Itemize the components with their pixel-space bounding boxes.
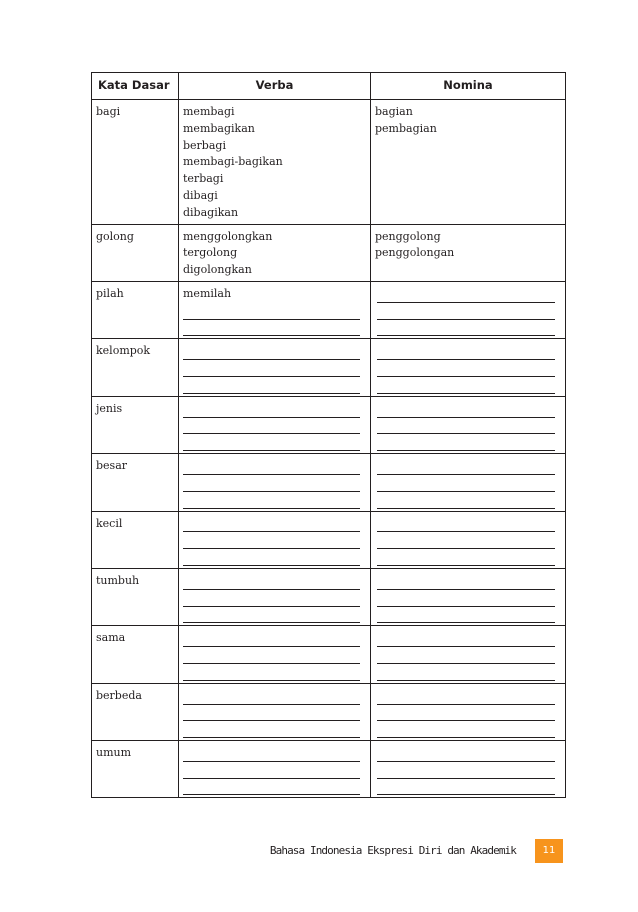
blank-answer-line[interactable] — [377, 401, 555, 418]
nomina-cell — [371, 396, 566, 453]
footer-book-title: Bahasa Indonesia Ekspresi Diri dan Akademik — [269, 844, 516, 857]
nomina-cell — [371, 224, 566, 281]
verba-cell — [179, 224, 371, 281]
base-word-cell: bagi — [92, 100, 179, 225]
base-word-cell: golong — [92, 224, 179, 281]
blank-answer-line[interactable] — [377, 745, 555, 762]
blank-answer-line[interactable] — [377, 320, 555, 337]
verba-word: dibagi — [183, 188, 218, 202]
base-word-cell: sama — [92, 626, 179, 683]
blank-answer-line[interactable] — [183, 549, 360, 566]
blank-answer-line[interactable] — [377, 360, 555, 377]
table-row — [92, 100, 566, 225]
blank-answer-line[interactable] — [377, 516, 555, 533]
table-row — [92, 568, 566, 625]
verba-cell — [179, 281, 371, 338]
blank-answer-line[interactable] — [377, 286, 555, 303]
base-word-cell: berbeda — [92, 683, 179, 740]
blank-answer-line[interactable] — [183, 647, 360, 664]
table-row — [92, 511, 566, 568]
blank-answer-line[interactable] — [183, 360, 360, 377]
blank-answer-line[interactable] — [183, 721, 360, 738]
blank-answer-line[interactable] — [377, 762, 555, 779]
blank-answer-line[interactable] — [183, 475, 360, 492]
table-row — [92, 626, 566, 683]
blank-answer-line[interactable] — [183, 779, 360, 796]
blank-answer-line[interactable] — [183, 688, 360, 705]
base-word-cell: umum — [92, 741, 179, 798]
blank-answer-line[interactable] — [183, 492, 360, 509]
blank-answer-line[interactable] — [183, 320, 360, 337]
blank-answer-line[interactable] — [183, 705, 360, 722]
verba-word: memilah — [183, 286, 232, 300]
blank-answer-line[interactable] — [377, 688, 555, 705]
verba-cell — [179, 339, 371, 396]
blank-answer-line[interactable] — [377, 590, 555, 607]
blank-answer-line[interactable] — [377, 549, 555, 566]
blank-answer-line[interactable] — [377, 377, 555, 394]
verba-word: tergolong — [183, 246, 238, 260]
blank-answer-line[interactable] — [377, 647, 555, 664]
verba-cell — [179, 741, 371, 798]
header-nomina: Nomina — [371, 73, 566, 100]
nomina-cell — [371, 454, 566, 511]
blank-answer-line[interactable] — [377, 458, 555, 475]
blank-answer-line[interactable] — [183, 458, 360, 475]
verba-cell — [179, 626, 371, 683]
blank-answer-line[interactable] — [183, 590, 360, 607]
blank-answer-line[interactable] — [377, 630, 555, 647]
blank-answer-line[interactable] — [377, 779, 555, 796]
nomina-cell — [371, 511, 566, 568]
blank-answer-line[interactable] — [183, 303, 360, 320]
blank-answer-line[interactable] — [183, 401, 360, 418]
base-word-cell: kelompok — [92, 339, 179, 396]
blank-answer-line[interactable] — [183, 664, 360, 681]
blank-answer-line[interactable] — [183, 573, 360, 590]
base-word-cell: tumbuh — [92, 568, 179, 625]
verba-cell — [179, 568, 371, 625]
blank-answer-line[interactable] — [183, 434, 360, 451]
nomina-word: bagian — [375, 105, 413, 118]
nomina-cell — [371, 626, 566, 683]
blank-answer-line[interactable] — [377, 303, 555, 320]
page-number-badge: 11 — [535, 839, 563, 863]
verba-cell — [179, 396, 371, 453]
blank-answer-line[interactable] — [183, 745, 360, 762]
nomina-word: penggolongan — [375, 246, 455, 260]
nomina-word: penggolong — [375, 229, 441, 243]
blank-answer-line[interactable] — [377, 607, 555, 624]
blank-answer-line[interactable] — [183, 532, 360, 549]
base-word-cell: kecil — [92, 511, 179, 568]
blank-answer-line[interactable] — [183, 630, 360, 647]
verba-cell — [179, 511, 371, 568]
verba-word: terbagi — [183, 172, 224, 186]
verba-word: membagi-bagikan — [183, 155, 283, 169]
nomina-cell — [371, 568, 566, 625]
table-row — [92, 281, 566, 338]
verba-cell — [179, 100, 371, 225]
blank-answer-line[interactable] — [377, 492, 555, 509]
table-body — [92, 100, 566, 798]
blank-answer-line[interactable] — [377, 434, 555, 451]
blank-answer-line[interactable] — [377, 573, 555, 590]
blank-answer-line[interactable] — [183, 607, 360, 624]
blank-answer-line[interactable] — [377, 532, 555, 549]
header-kata-dasar: Kata Dasar — [92, 73, 179, 100]
blank-answer-line[interactable] — [183, 418, 360, 435]
verba-cell — [179, 454, 371, 511]
verba-word: membagi — [183, 105, 235, 118]
table-header-row — [92, 73, 566, 100]
verba-word: dibagikan — [183, 205, 239, 219]
table-row — [92, 396, 566, 453]
blank-answer-line[interactable] — [377, 705, 555, 722]
blank-answer-line[interactable] — [183, 343, 360, 360]
blank-answer-line[interactable] — [377, 475, 555, 492]
blank-answer-line[interactable] — [183, 516, 360, 533]
base-word-cell: jenis — [92, 396, 179, 453]
verba-word: berbagi — [183, 138, 226, 152]
nomina-cell — [371, 683, 566, 740]
blank-answer-line[interactable] — [183, 377, 360, 394]
base-word-cell: besar — [92, 454, 179, 511]
table-row — [92, 683, 566, 740]
header-verba: Verba — [179, 73, 371, 100]
verba-word: membagikan — [183, 121, 255, 135]
base-word-cell: pilah — [92, 281, 179, 338]
blank-answer-line[interactable] — [377, 418, 555, 435]
word-table — [91, 72, 566, 798]
table-row — [92, 454, 566, 511]
blank-answer-line[interactable] — [377, 664, 555, 681]
blank-answer-line[interactable] — [183, 762, 360, 779]
verba-word: digolongkan — [183, 263, 252, 277]
nomina-cell — [371, 281, 566, 338]
nomina-word: pembagian — [375, 121, 437, 135]
blank-answer-line[interactable] — [377, 343, 555, 360]
blank-answer-line[interactable] — [377, 721, 555, 738]
verba-word: menggolongkan — [183, 229, 273, 243]
table-row — [92, 224, 566, 281]
table-row — [92, 741, 566, 798]
table-row — [92, 339, 566, 396]
nomina-cell — [371, 741, 566, 798]
nomina-cell — [371, 100, 566, 225]
nomina-cell — [371, 339, 566, 396]
verba-cell — [179, 683, 371, 740]
